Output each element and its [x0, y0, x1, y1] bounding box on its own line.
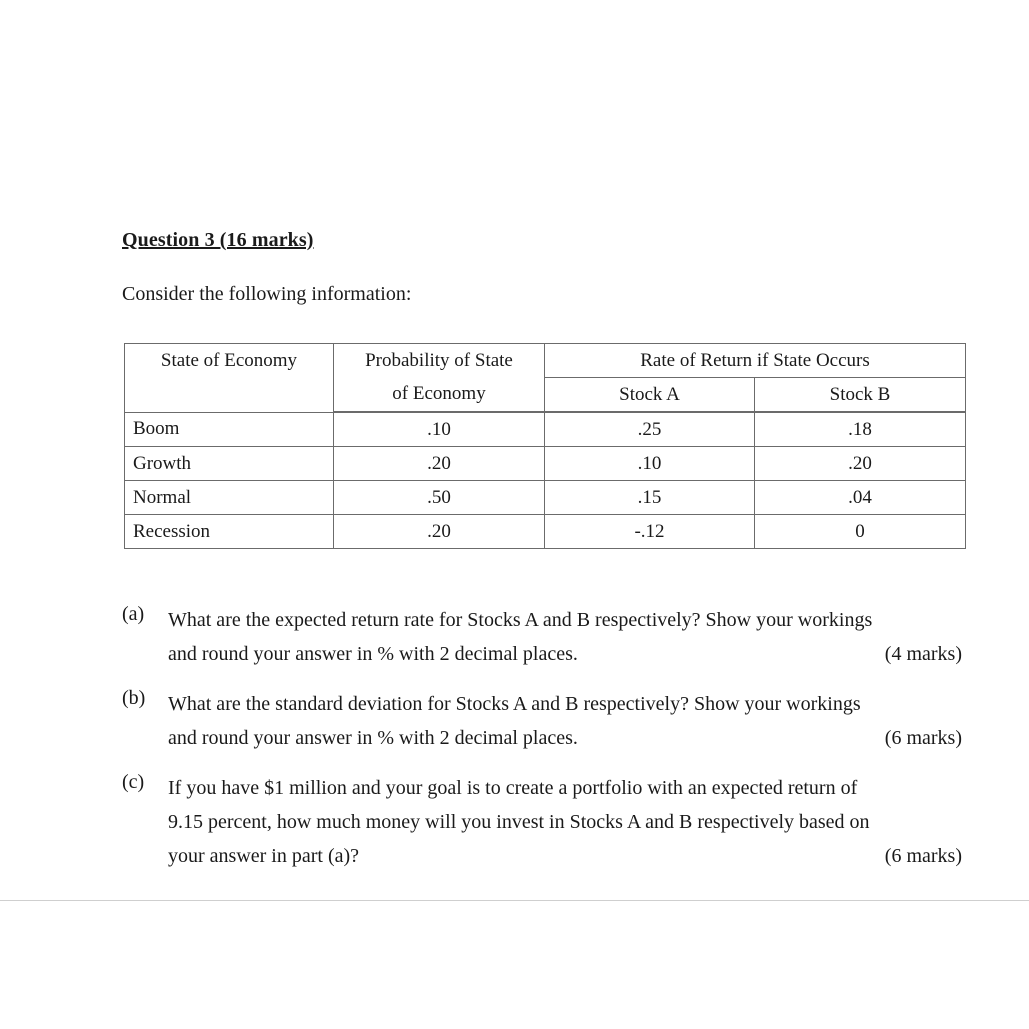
sub-question-a	[122, 603, 962, 671]
sub-question-text-line: and round your answer in % with 2 decimal places.	[168, 727, 578, 749]
cell-stock-a: .10	[545, 447, 755, 481]
cell-stock-b: .18	[755, 412, 966, 447]
page-divider	[0, 900, 1029, 901]
cell-probability: .20	[334, 515, 545, 549]
sub-question-letter: (a)	[122, 603, 145, 625]
marks-label: (6 marks)	[884, 845, 962, 867]
sub-question-text-line: What are the standard deviation for Stocks A and B respectively? Show your workings	[168, 693, 861, 715]
intro-text: Consider the following information:	[122, 283, 412, 305]
cell-state: Normal	[125, 481, 334, 515]
cell-probability: .20	[334, 447, 545, 481]
cell-state: Boom	[125, 412, 334, 447]
cell-probability: .50	[334, 481, 545, 515]
cell-stock-a: .25	[545, 412, 755, 447]
header-state-of-economy: State of Economy	[125, 344, 334, 413]
table-row	[125, 481, 966, 515]
economy-returns-table	[124, 343, 966, 549]
table-row	[125, 447, 966, 481]
sub-question-letter: (b)	[122, 687, 146, 709]
header-stock-b: Stock B	[755, 378, 966, 413]
cell-stock-a: -.12	[545, 515, 755, 549]
sub-question-letter: (c)	[122, 771, 145, 793]
table-row	[125, 515, 966, 549]
sub-question-c	[122, 771, 962, 873]
sub-question-text-line: If you have $1 million and your goal is to create a portfolio with an expected return of	[168, 777, 858, 799]
question-heading: Question 3 (16 marks)	[122, 229, 314, 251]
table-row	[125, 412, 966, 447]
cell-state: Growth	[125, 447, 334, 481]
header-probability-line1: Probability of State	[334, 344, 545, 378]
sub-question-text-line: 9.15 percent, how much money will you invest in Stocks A and B respectively based on	[168, 811, 870, 833]
header-rate-of-return-group: Rate of Return if State Occurs	[545, 344, 966, 378]
cell-stock-b: .20	[755, 447, 966, 481]
marks-label: (4 marks)	[884, 643, 962, 665]
cell-stock-b: 0	[755, 515, 966, 549]
sub-question-b	[122, 687, 962, 755]
table-header-row-1	[125, 344, 966, 378]
sub-questions	[122, 603, 962, 889]
header-stock-a: Stock A	[545, 378, 755, 413]
sub-question-text-line: your answer in part (a)?	[168, 845, 360, 867]
sub-question-text-line: and round your answer in % with 2 decimal places.	[168, 643, 578, 665]
cell-probability: .10	[334, 412, 545, 447]
cell-stock-a: .15	[545, 481, 755, 515]
header-probability-line2: of Economy	[334, 378, 545, 413]
cell-state: Recession	[125, 515, 334, 549]
marks-label: (6 marks)	[884, 727, 962, 749]
sub-question-text-line: What are the expected return rate for Stocks A and B respectively? Show your workings	[168, 609, 873, 631]
cell-stock-b: .04	[755, 481, 966, 515]
